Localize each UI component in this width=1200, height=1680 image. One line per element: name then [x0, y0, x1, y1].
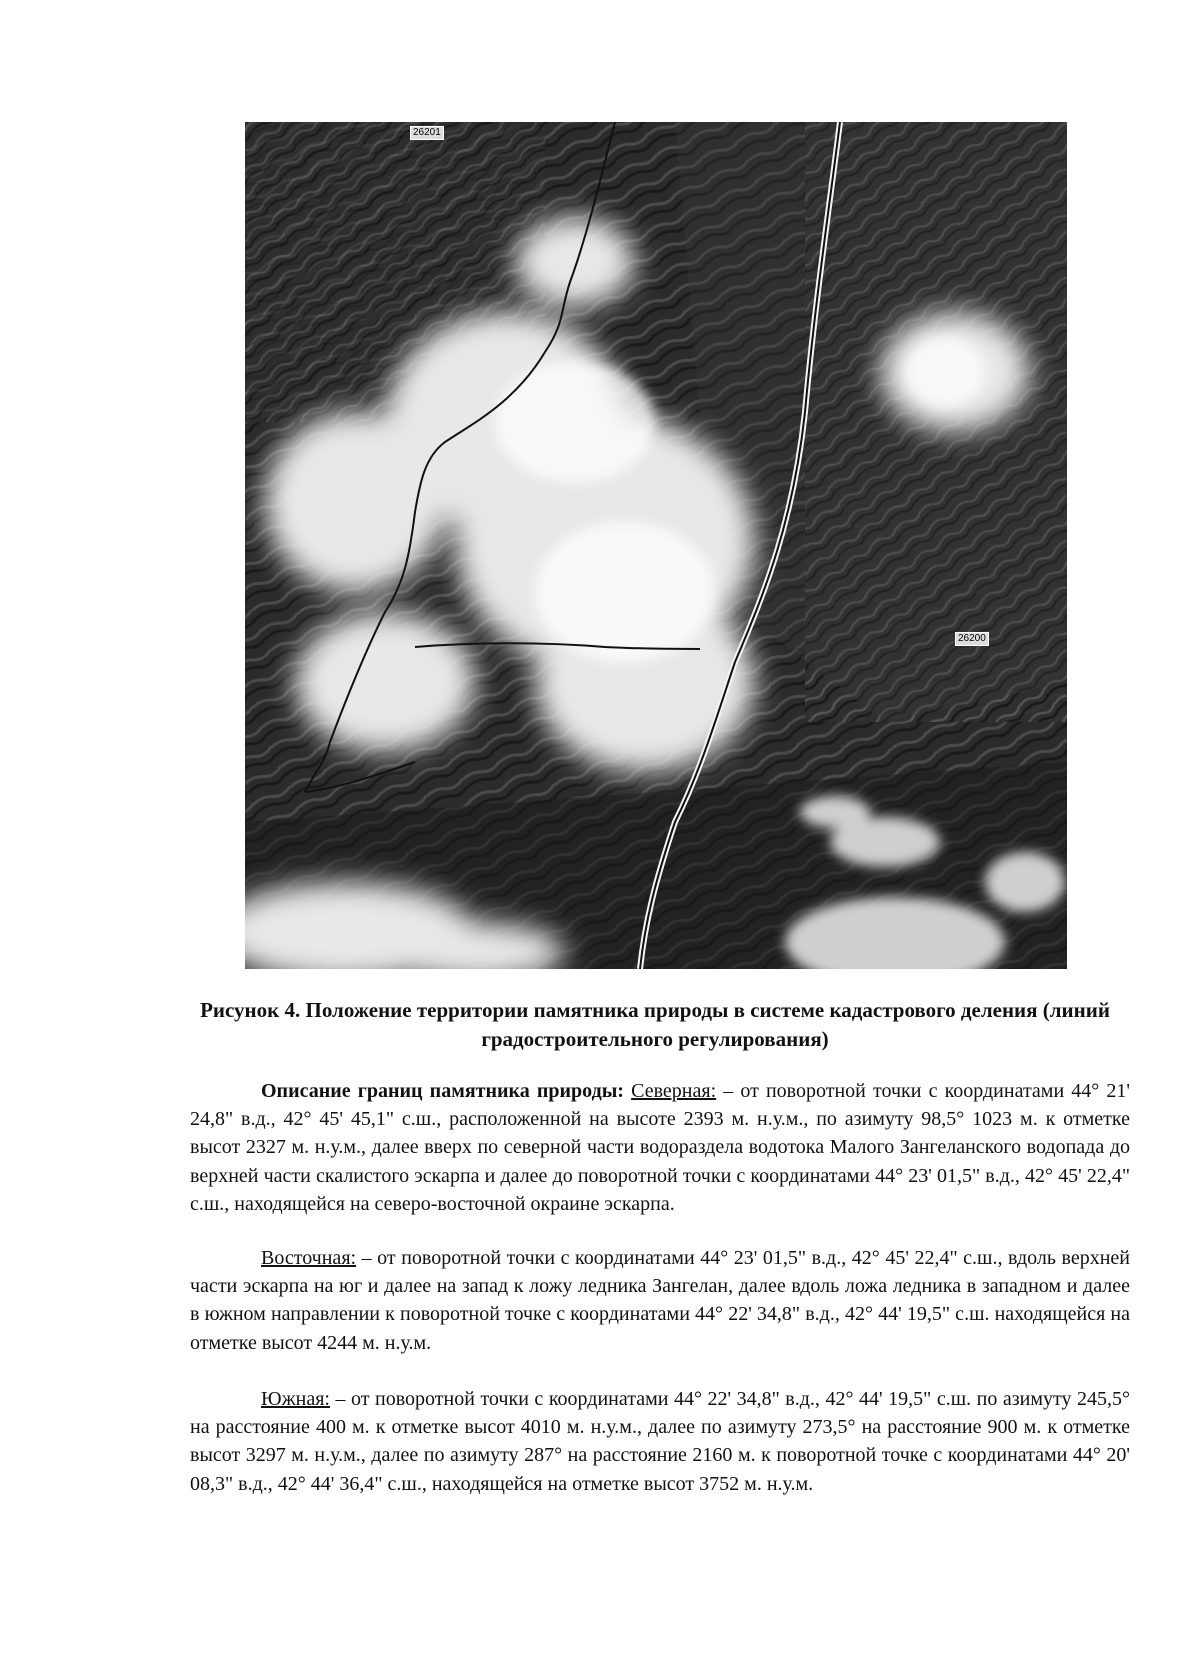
map-label-tag: 26200 — [955, 632, 989, 646]
satellite-image — [245, 122, 1067, 969]
south-label: Южная: — [261, 1388, 330, 1410]
east-label: Восточная: — [261, 1247, 357, 1269]
east-text: – от поворотной точки с координатами 44° 23' 01,5" в.д., 42° 45' 22,4" с.ш., вдоль верхней части эскарпа на юг и далее на запад к ложу ледника Зангелан, далее вдоль ложа ледника в западном и далее в южном направлении к поворотной точке с координатами 44° 22' 34,8" в.д., 42° 44' 19,5" с.ш. находящейся на отметке высот 4244 м. н.у.м. — [190, 1247, 1130, 1354]
paragraph-north — [190, 1077, 1130, 1218]
north-text: – от поворотной точки с координатами 44° 21' 24,8" в.д., 42° 45' 45,1" с.ш., расположенной на высоте 2393 м. н.у.м., по азимуту 98,5° 1023 м. к отметке высот 2327 м. н.у.м., далее вверх по северной части водораздела водотока Малого Зангеланского водопада до верхней части скалистого эскарпа и далее до поворотной точки с координатами 44° 23' 01,5" в.д., 42° 45' 22,4" с.ш., находящейся на северо-восточной окраине эскарпа. — [190, 1080, 1131, 1215]
paragraph-south — [190, 1385, 1130, 1498]
figure-caption: Рисунок 4. Положение территории памятника природы в системе кадастрового деления (линий градостроительного регулирования) — [200, 998, 1110, 1051]
paragraph-east — [190, 1244, 1130, 1357]
description-lead: Описание границ памятника природы: — [261, 1080, 624, 1102]
north-label: Северная: — [631, 1080, 717, 1102]
satellite-map-figure — [245, 122, 1067, 969]
south-text: – от поворотной точки с координатами 44° 22' 34,8" в.д., 42° 44' 19,5" с.ш. по азимуту 245,5° на расстояние 400 м. к отметке высот 4010 м. н.у.м., далее по азимуту 273,5° на расстояние 900 м. к отметке высот 3297 м. н.у.м., далее по азимуту 287° на расстояние 2160 м. к поворотной точке с координатами 44° 20' 08,3" в.д., 42° 44' 36,4" с.ш., находящейся на отметке высот 3752 м. н.у.м. — [190, 1388, 1130, 1495]
map-label-tag: 26201 — [410, 126, 444, 140]
